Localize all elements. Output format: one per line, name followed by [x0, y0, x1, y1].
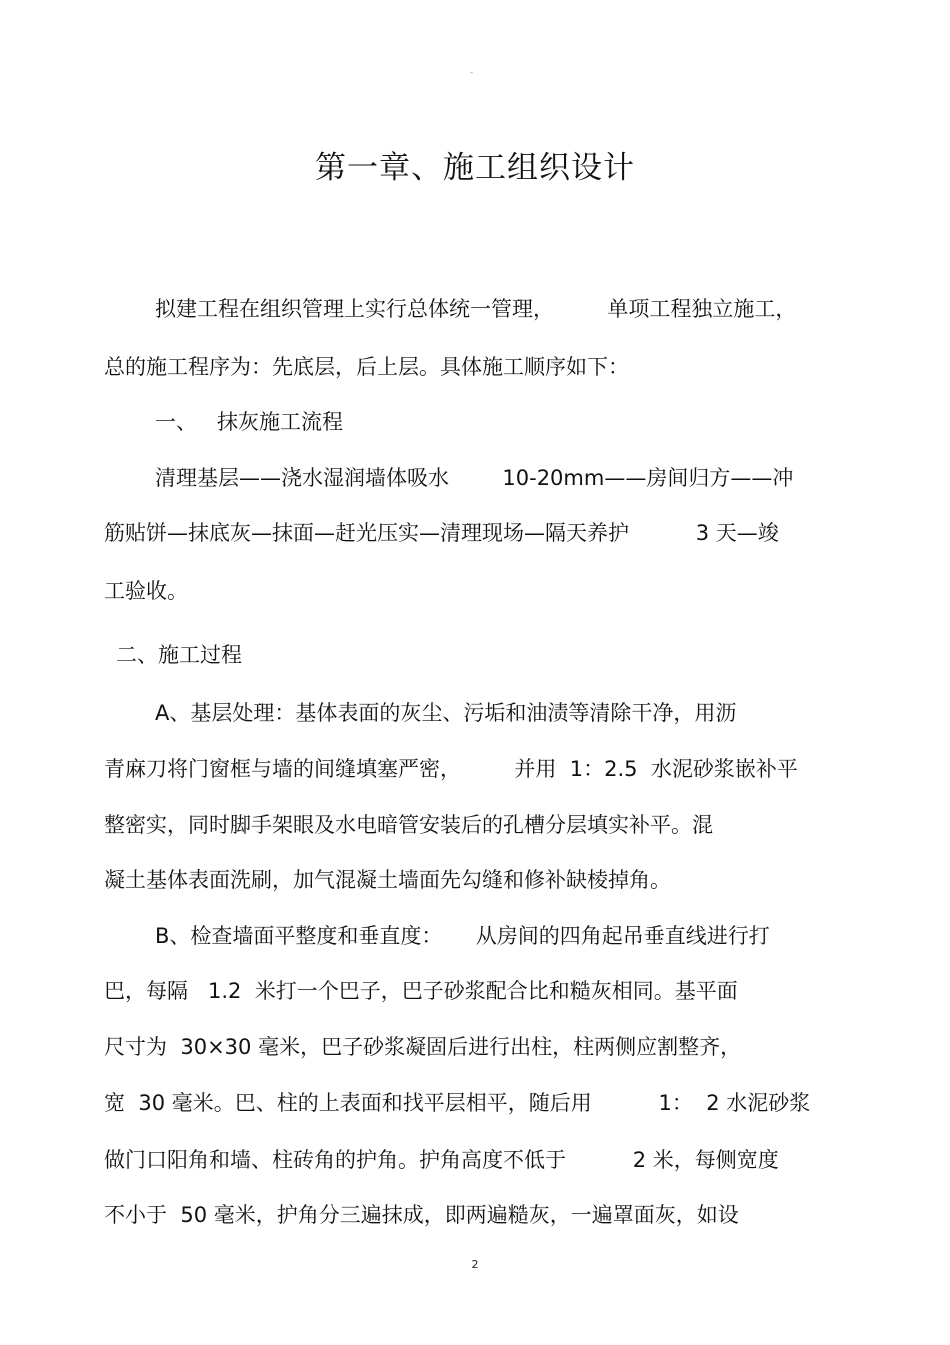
paragraph-line: B、检查墙面平整度和垂直度： 从房间的四角起吊垂直线进行打: [155, 924, 770, 948]
paragraph-line: 尺寸为 30×30 毫米，巴子砂浆凝固后进行出柱，柱两侧应割整齐，: [104, 1035, 742, 1059]
section-heading-1: 一、 抹灰施工流程: [155, 410, 344, 434]
paragraph-line: 拟建工程在组织管理上实行总体统一管理， 单项工程独立施工，: [155, 297, 797, 321]
paragraph-line: 巴，每隔 1.2 米打一个巴子，巴子砂浆配合比和糙灰相同。基平面: [104, 979, 738, 1003]
paragraph-line: 总的施工程序为：先底层，后上层。具体施工顺序如下：: [104, 355, 629, 379]
header-mark: -: [470, 68, 474, 78]
section-heading-2: 二、施工过程: [116, 643, 242, 667]
chapter-title: 第一章、施工组织设计: [315, 150, 635, 186]
paragraph-line: 做门口阳角和墙、柱砖角的护角。护角高度不低于 2 米，每侧宽度: [104, 1148, 779, 1172]
paragraph-line: 凝土基体表面洗刷，加气混凝土墙面先勾缝和修补缺棱掉角。: [104, 868, 671, 892]
paragraph-line: 宽 30 毫米。巴、柱的上表面和找平层相平，随后用 1： 2 水泥砂浆: [104, 1091, 811, 1115]
paragraph-line: 工验收。: [104, 579, 188, 603]
paragraph-line: 清理基层——浇水湿润墙体吸水 10-20mm——房间归方——冲: [155, 466, 794, 490]
paragraph-line: 整密实，同时脚手架眼及水电暗管安装后的孔槽分层填实补平。混: [104, 813, 713, 837]
paragraph-line: A、基层处理：基体表面的灰尘、污垢和油渍等清除干净，用沥: [155, 701, 737, 725]
page-number: 2: [471, 1258, 479, 1271]
paragraph-line: 不小于 50 毫米，护角分三遍抹成，即两遍糙灰，一遍罩面灰，如设: [104, 1203, 739, 1227]
paragraph-line: 筋贴饼—抹底灰—抹面—赶光压实—清理现场—隔天养护 3 天—竣: [104, 521, 779, 545]
paragraph-line: 青麻刀将门窗框与墙的间缝填塞严密， 并用 1：2.5 水泥砂浆嵌补平: [104, 757, 798, 781]
